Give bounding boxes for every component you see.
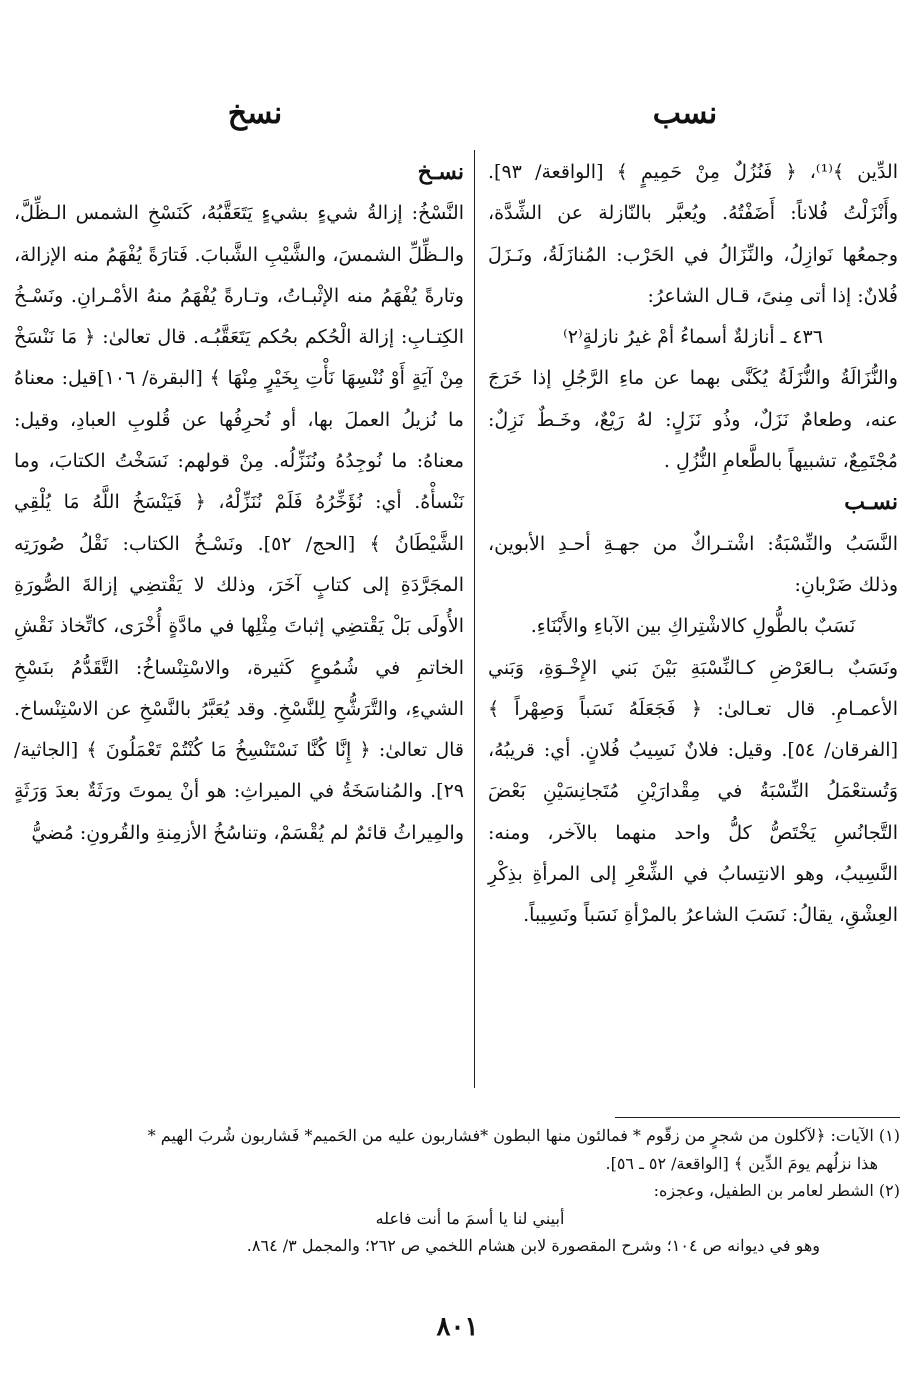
page-number: ٨٠١ — [436, 1312, 479, 1342]
right-paragraph-5: ونَسَبٌ بـالعَرْضِ كـالنِّسْبَةِ بَيْنَ بَني الإِخْـوَةِ، وَبَني الأعمـامِ. قال تعـالىٰ: ﴿ فَجَعَلَهُ نَسَباً وَصِهْراً ﴾ [الفرقان/ ٥٤]. وقيل: فلانٌ نَسِيبُ فُلانٍ. أي: قريبُهُ، وَتُستعْمَلُ النِّسْبَةُ في مِقْدارَيْنِ مُتَجانِسَيْنِ بَعْضَ التَّجانُسِ يَخْتَصُّ كلُّ واحد منهما بالآخر، ومنه: النَّسِيبُ، وهو الانتِسابُ في الشِّعْرِ إلى المرأةِ بذِكْرِ العِشْقِ، يقالُ: نَسَبَ الشاعرُ بالمرْأةِ نَسَباً ونَسِيباً. — [488, 656, 899, 927]
left-column-header: نسخ — [227, 96, 283, 131]
entry-title-nasab: نسـب — [844, 489, 898, 516]
footnote-2-line-2: وهو في ديوانه ص ١٠٤؛ وشرح المقصورة لابن هشام اللخمي ص ٢٦٢؛ والمجمل ٣/ ٨٦٤. — [246, 1236, 820, 1255]
footnote-2-line-1: (٢) الشطر لعامر بن الطفيل، وعجزه: — [653, 1181, 900, 1200]
right-paragraph-3: النَّسَبُ والنِّسْبَةُ: اشْتـراكٌ من جهـةِ أحـدِ الأبوين، وذلك ضَرْبانِ: — [488, 532, 898, 596]
right-column — [488, 152, 898, 937]
footnote-1-line-2: هذا نزلُهم يومَ الدِّين ﴾ [الواقعة/ ٥٢ ـ ٥٦]. — [605, 1153, 878, 1173]
poetry-verse-436: ٤٣٦ ـ أنازلةٌ أسماءُ أمْ غيرُ نازلةٍ⁽٢⁾ — [563, 326, 823, 349]
right-column-header: نسب — [652, 96, 718, 131]
footnotes — [40, 1122, 900, 1260]
footnote-1-line-1: (١) الآيات: ﴿لآكلون من شجرٍ من زقّوم * فمالئون منها البطون *فشاربون عليه من الحَميم* فَشاربون شُربَ الهيم * — [147, 1126, 900, 1145]
column-divider — [474, 150, 475, 1088]
right-paragraph-1: الدِّين ﴾⁽¹⁾، ﴿ فَنُزُلٌ مِنْ حَمِيمٍ ﴾ [الواقعة/ ٩٣]. وأَنْزَلْتُ فُلاناً: أَضَفْتُهُ. ويُعبَّر بالنّازلة عن الشِّدَّة، وجمعُها نَوازِلُ، والنِّزَالُ في الحَرْب: المُنازَلَةُ، ونَـزَلَ فُلانٌ: إذا أتى مِنىً، قـال الشاعرُ: — [488, 161, 898, 307]
entry-title-naskh: نسـخ — [417, 159, 464, 185]
left-column — [14, 152, 464, 854]
right-paragraph-2: والنُّزَالَةُ والنُّزَلَةُ يُكَنَّى بهما عن ماءِ الرَّجُلِ إذا خَرَجَ عنه، وطعامٌ نَزَلٌ، وذُو نَزَلٍ: لهُ رَيْعٌ، وخَـطٌ نَزِلٌ: مُجْتَمِعٌ، تشبيهاً بالطَّعامِ النُّزُلِ . — [488, 367, 898, 473]
footnote-2-verse: أبيني لنا يا أسمَ ما أنت فاعله — [375, 1208, 565, 1228]
left-paragraph-1: النَّسْخُ: إزالةُ شيءٍ بشيءٍ يَتَعَقَّبُهُ، كَنَسْخِ الشمس الـظِّلَّ، والـظِّلِّ الشمسَ، والشَّيْبِ الشَّبابَ. فَتارَةً يُفْهَمُ منه الإزالة، وتارةً يُفْهَمُ منه الإثْبـاتُ، وتـارةً يُفْهَمُ منهُ الأمْـرانِ. ونَسْـخُ الكِتـابِ: إزالة الْحُكم بحُكم يَتَعَقَّبُـه. قال تعالىٰ: ﴿ مَا نَنْسَخْ مِنْ آيَةٍ أَوْ نُنْسِهَا نَأْتِ بِخَيْرٍ مِنْهَا ﴾ [البقرة/ ١٠٦]قيل: معناهُ ما نُزيلُ العملَ بها، أو نُحرِفُها عن قُلوبِ العبادِ، وقيل: معناهُ: ما نُوجِدُهُ ونُنَزِّلُه. مِنْ قولهم: نَسَخْتُ الكتابَ، وما نَنْسأْهُ. أي: نُؤَخِّرُهُ فَلَمْ نُنَزِّلْهُ، ﴿ فَيَنْسَخُ اللَّهُ مَا يُلْقِي الشَّيْطَانُ ﴾ [الحج/ ٥٢]. ونَسْـخُ الكتاب: نَقْلُ صُورَتِه المجَرَّدَةِ إلى كتابٍ آخَرَ، وذلك لا يَقْتضِي إزالةَ الصُّورَةِ الأُولَى بَلْ يَقْتضِي إثباتَ مِثْلِها في مادَّةٍ أُخْرَى، كاتِّخاذ نَقْشِ الخاتمِ في شُمُوعٍ كَثيرة، والاسْتِنْساخُ: التَّقَدُّمُ بنَسْخِ الشيءِ، والتَّرَشُّحِ لِلنَّسْخِ. وقد يُعَبَّرُ بالنَّسْخِ عن الاسْتِنْساخ. قال تعالىٰ: ﴿ إِنَّا كُنَّا نَسْتَنْسِخُ مَا كُنْتُمْ تَعْمَلُونَ ﴾ [الجاثية/ ٢٩]. والمُناسَخَةُ في الميراثِ: هو أنْ يموتَ ورَثَةٌ بعدَ وَرَثَةٍ والمِيراثُ قائمٌ لم يُقْسَمْ، وتناسُخُ الأزمِنةِ والقُرونِ: مُضيُّ — [14, 202, 465, 844]
footnote-rule — [615, 1117, 900, 1118]
right-paragraph-4: نَسَبٌ بالطُّولِ كالاشْتِراكِ بين الآباءِ والأَبْنَاءِ. — [530, 615, 856, 638]
